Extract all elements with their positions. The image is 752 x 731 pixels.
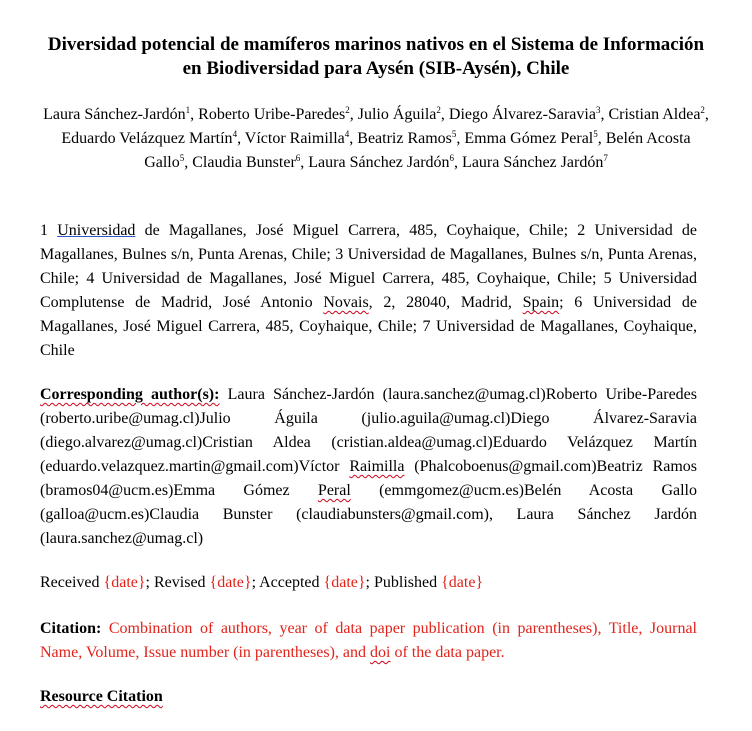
affil-text-4: ; 6 Universidad de Magallanes, José Miguel Carrera, 485, Coyhaique, Chile; 7 Universidad de Magallanes, Coyhaique, Chile xyxy=(40,294,697,359)
author-name: Eduardo Velázquez Martín xyxy=(61,130,233,147)
author-affiliation-number: 6 xyxy=(295,153,301,163)
author-item xyxy=(198,106,350,123)
corresponding-authors xyxy=(40,383,697,551)
affil-text-2: de Magallanes, José Miguel Carrera, 485, Coyhaique, Chile; 2 Universidad de Magallanes, Bulnes s/n, Punta Arenas, Chile; 3 Universidad de Magallanes, Bulnes s/n, Punta Arenas, Chile; 4 Universidad de Magallanes, José Miguel Carrera, 485, Coyhaique, Chile; 5 Universidad Complutense de Madrid, José Antonio xyxy=(40,222,698,311)
published-date: {date} xyxy=(441,574,484,591)
corresponding-word-peral: Peral xyxy=(317,482,351,499)
author-item xyxy=(308,154,454,171)
affil-text-3: , 2, 28040, Madrid, xyxy=(368,294,523,311)
revised-label: ; Revised xyxy=(145,574,210,591)
accepted-label: ; Accepted xyxy=(251,574,324,591)
author-affiliation-number: 1 xyxy=(185,105,191,115)
affiliations xyxy=(40,219,697,363)
author-name: Claudia Bunster xyxy=(192,154,296,171)
author-name: Roberto Uribe-Paredes xyxy=(198,106,346,123)
citation-label: Citation: xyxy=(40,620,102,637)
author-name: Emma Gómez Peral xyxy=(464,130,594,147)
publication-dates xyxy=(40,571,483,595)
citation-text-2: of the data paper. xyxy=(390,644,505,661)
paper-title: Diversidad potencial de mamíferos marinos nativos en el Sistema de Información en Biodiversidad para Aysén (SIB-Aysén), Chile xyxy=(47,34,705,79)
author-name: Víctor Raimilla xyxy=(244,130,345,147)
accepted-date: {date} xyxy=(323,574,366,591)
author-item xyxy=(43,106,190,123)
resource-citation-heading: Resource Citation xyxy=(40,688,163,705)
author-affiliation-number: 2 xyxy=(345,105,350,115)
author-affiliation-number: 2 xyxy=(436,105,441,115)
citation-text-1: Combination of authors, year of data paper publication (in parentheses), Title, Journal Name, Volume, Issue number (in parentheses), and xyxy=(40,620,697,661)
affil-word-novais: Novais xyxy=(323,294,369,311)
corresponding-text-3: (emmgomez@ucm.es)Belén Acosta Gallo (galloa@ucm.es)Claudia Bunster (claudiabunsters@gmail.com), Laura Sánchez Jardón (laura.sanchez@umag.cl) xyxy=(40,482,697,547)
author-item xyxy=(462,154,608,171)
author-item xyxy=(464,130,597,147)
revised-date: {date} xyxy=(209,574,252,591)
corresponding-word-raimilla: Raimilla xyxy=(349,458,405,475)
corresponding-text-2: (Phalcoboenus@gmail.com)Beatriz Ramos (bramos04@ucm.es)Emma Gómez xyxy=(40,458,698,499)
author-name: Julio Águila xyxy=(357,106,437,123)
author-item xyxy=(61,130,237,147)
author-affiliation-number: 6 xyxy=(449,153,455,163)
published-label: ; Published xyxy=(365,574,442,591)
author-item xyxy=(192,154,300,171)
author-item xyxy=(245,130,349,147)
author-item xyxy=(357,130,456,147)
author-name: Laura Sánchez-Jardón xyxy=(43,106,186,123)
author-name: Belén Acosta Gallo xyxy=(144,130,691,171)
author-name: Laura Sánchez Jardón xyxy=(462,154,604,171)
corresponding-text-1: Laura Sánchez-Jardón (laura.sanchez@umag.cl)Roberto Uribe-Paredes (roberto.uribe@umag.cl)Julio Águila (julio.aguila@umag.cl)Diego Álvarez-Saravia (diego.alvarez@umag.cl)Cristian Aldea (cristian.aldea@umag.cl)Eduardo Velázquez Martín (eduardo.velazquez.martin@gmail.com)Víctor xyxy=(40,386,697,475)
author-affiliation-number: 7 xyxy=(603,153,608,163)
author-affiliation-number: 4 xyxy=(344,129,350,139)
author-affiliation-number: 2 xyxy=(700,105,705,115)
citation-word-doi: doi xyxy=(370,644,391,661)
affil-word-universidad: Universidad xyxy=(57,222,136,239)
affil-word-spain: Spain xyxy=(522,294,560,311)
author-affiliation-number: 3 xyxy=(595,105,601,115)
affil-text-1: 1 xyxy=(40,222,58,239)
author-item xyxy=(358,106,441,123)
corresponding-label: Corresponding author(s): xyxy=(40,386,220,403)
citation-paragraph xyxy=(40,617,697,665)
author-affiliation-number: 5 xyxy=(593,129,598,139)
author-item xyxy=(449,106,601,123)
author-list: Laura Sánchez-Jardón$^1$, Roberto Uribe-Paredes$^2$, Julio Águila$^2$, Diego Álvarez-Saravia$^3$, Cristian Aldea$^2$, Eduardo Velázquez Martín$^4$, Víctor Raimilla$^4$, Beatriz Ramos$^5$, Emma Gómez Peral$^5$, Belén Acosta Gallo$^5$, Claudia Bunster$^6$, Laura Sánchez Jardón$^6$, Laura Sánchez Jardón$^7$ xyxy=(43,105,709,171)
received-label: Received xyxy=(40,574,104,591)
author-affiliation-number: 4 xyxy=(232,129,238,139)
author-name: Cristian Aldea xyxy=(608,106,701,123)
author-name: Diego Álvarez-Saravia xyxy=(448,106,596,123)
author-affiliation-number: 5 xyxy=(451,129,457,139)
author-name: Beatriz Ramos xyxy=(357,130,452,147)
author-affiliation-number: 5 xyxy=(179,153,185,163)
received-date: {date} xyxy=(103,574,146,591)
author-item xyxy=(608,106,704,123)
author-name: Laura Sánchez Jardón xyxy=(308,154,450,171)
